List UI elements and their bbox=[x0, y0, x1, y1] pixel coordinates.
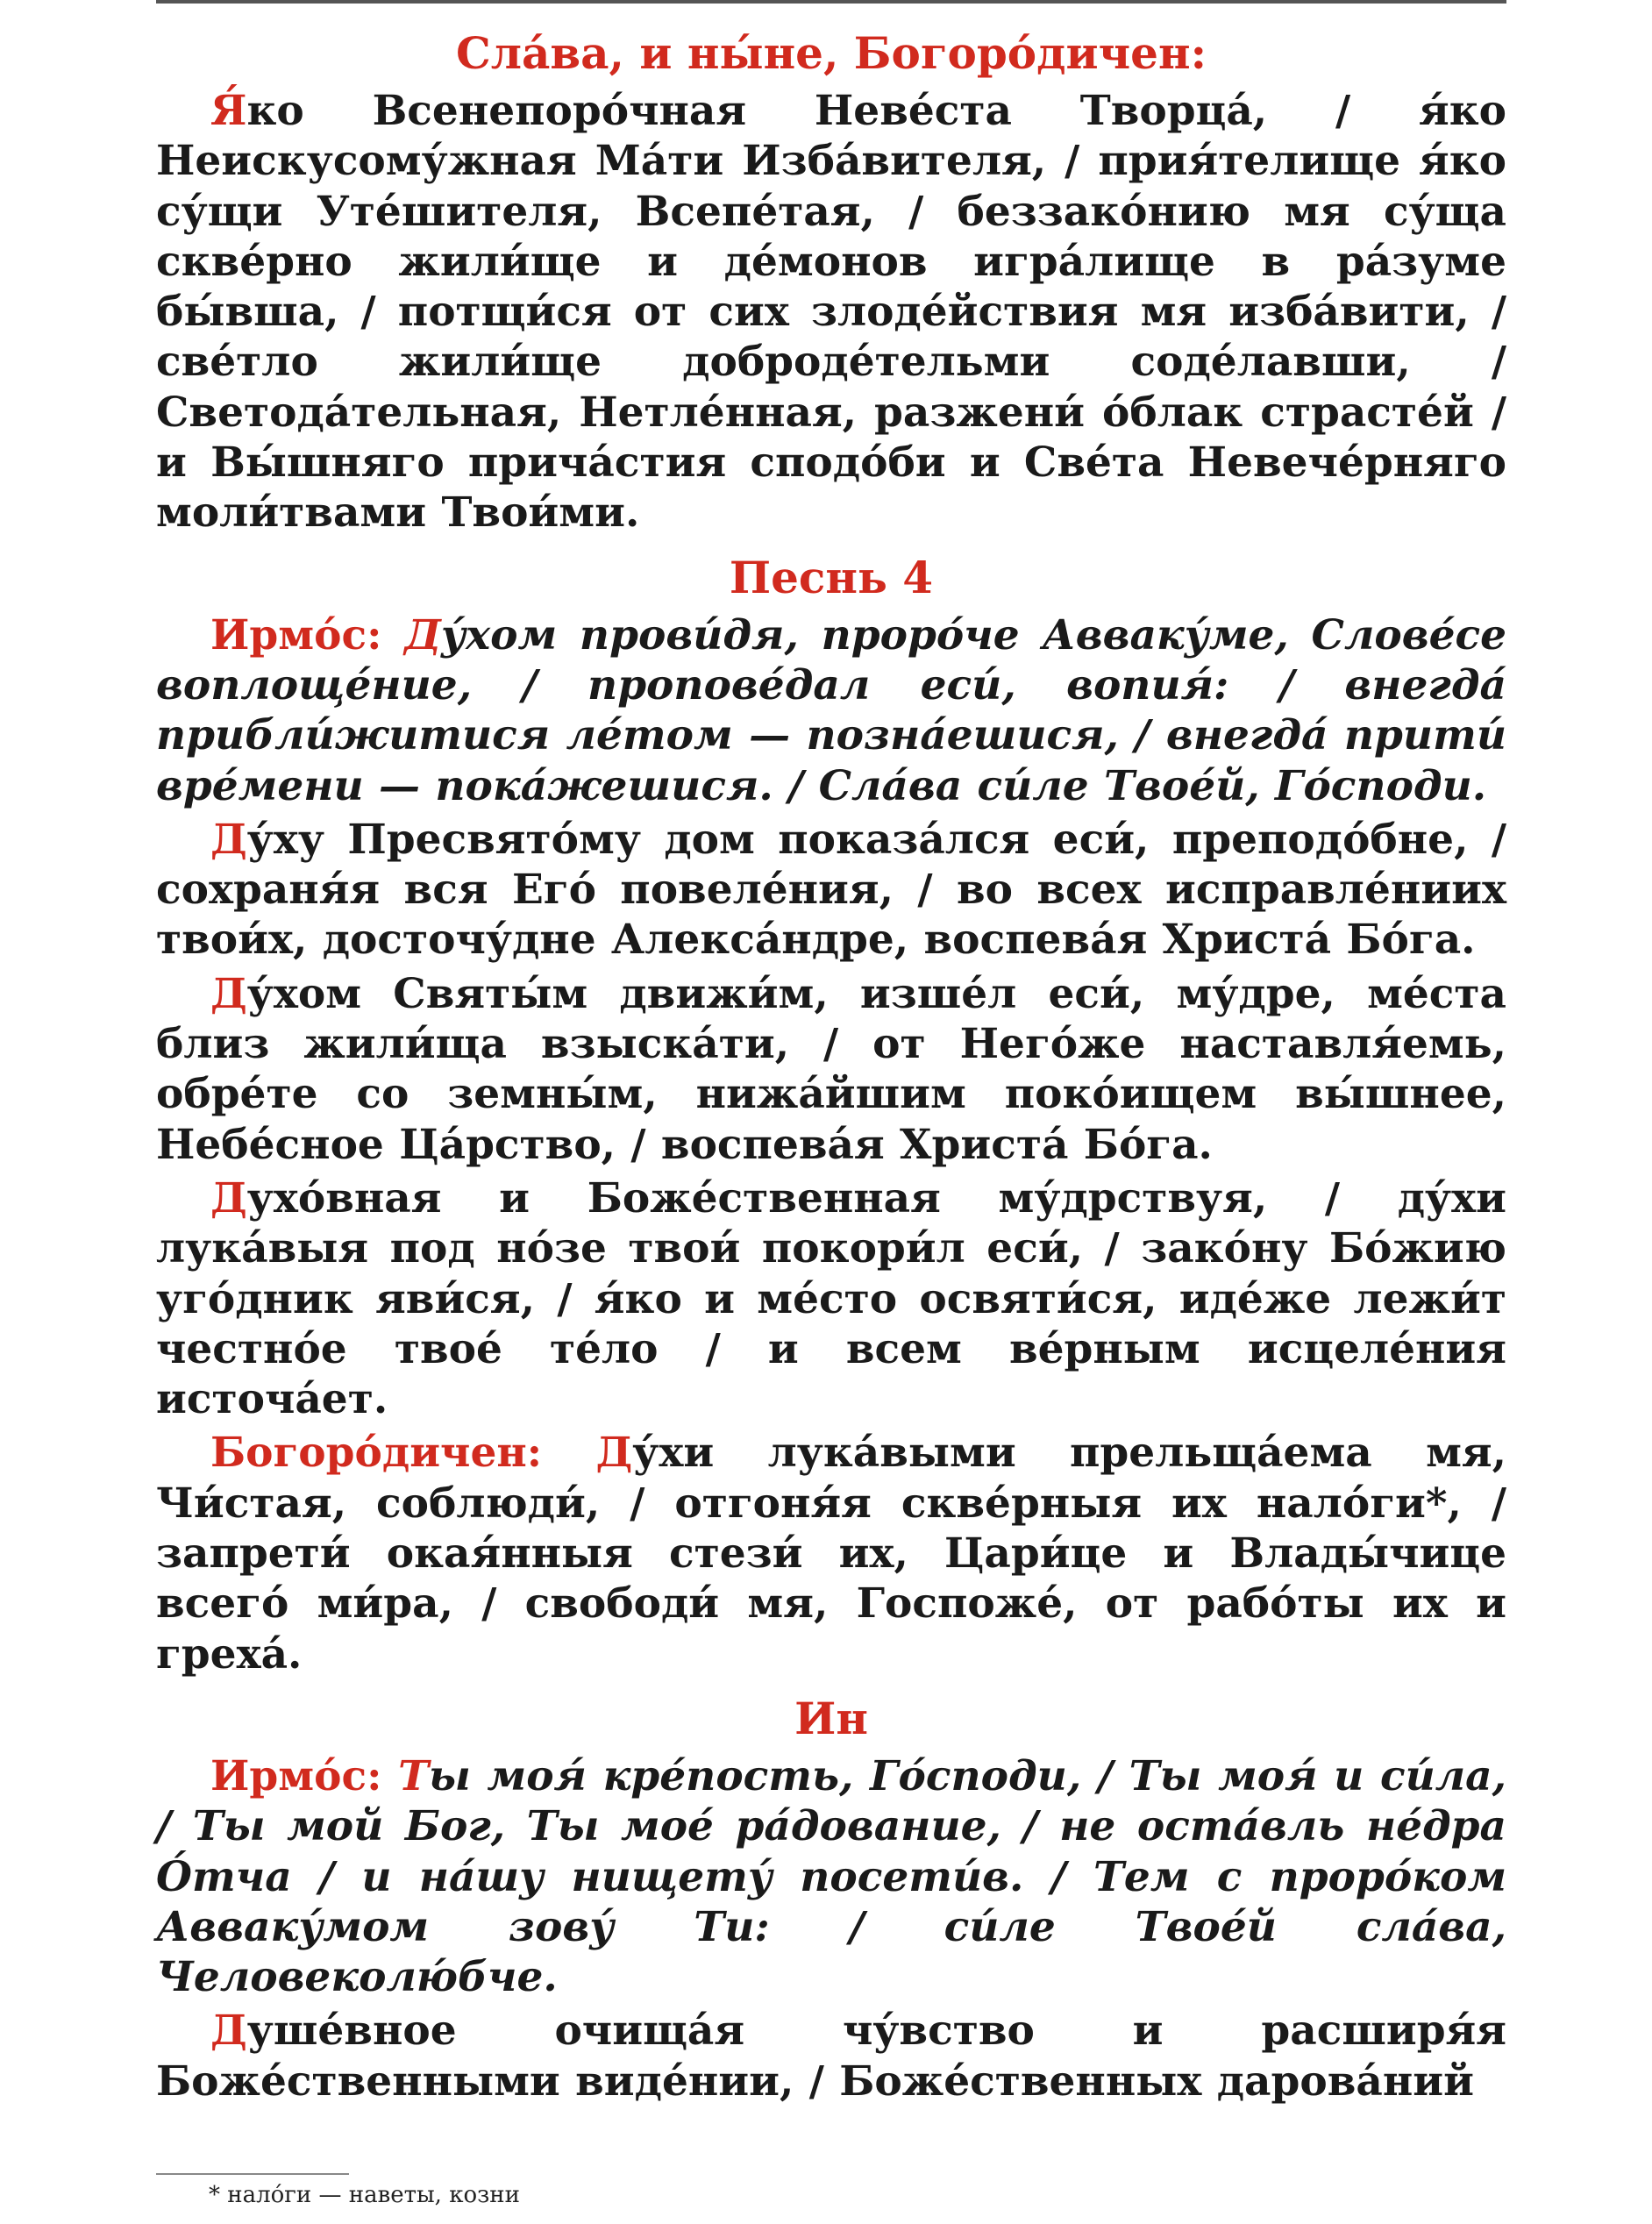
paragraph-text: у́ху Пресвято́му дом показа́лся еси́, преподо́бне, / сохраня́я вся Его́ повеле́ния, / во всех исправле́ниих твои́х, досточу́дне Алекса́ндре, воспева́я Христа́ Бо́га. bbox=[156, 815, 1506, 965]
initial-letter: Д bbox=[210, 2007, 247, 2056]
page-content bbox=[156, 26, 1506, 2110]
paragraph bbox=[156, 969, 1506, 1170]
paragraph-text: ы моя́ кре́пость, Го́споди, / Ты моя́ и си́ла, / Ты мой Бог, Ты мое́ ра́дование, / не оста́вль не́дра О́тча / и на́шу нищету́ посети́в. / Тем с проро́ком Авваку́мом зову́ Ти: / си́ле Твое́й сла́ва, Человеколю́бче. bbox=[156, 1751, 1506, 2002]
footnote-rule bbox=[156, 2173, 349, 2175]
paragraph-text: уше́вное очища́я чу́вство и расширя́я Боже́ственными виде́нии, / Боже́ственных дарова́ний bbox=[156, 2007, 1506, 2106]
initial-letter: Т bbox=[398, 1751, 430, 1800]
initial-letter: Д bbox=[210, 815, 247, 864]
paragraph-text: у́хом прови́дя, проро́че Авваку́ме, Слове́се воплоще́ние, / пропове́дал еси́, вопия́: / внегда́ прибли́житися ле́том — позна́ешися, / внегда́ прити́ вре́мени — пока́жешися. / Сла́ва си́ле Твое́й, Го́споди. bbox=[156, 610, 1506, 810]
paragraph-label: Ирмо́с: bbox=[210, 1751, 382, 1800]
paragraph-label: Богоро́дичен: bbox=[210, 1429, 543, 1478]
initial-letter: Д bbox=[210, 1173, 247, 1222]
initial-letter: Д bbox=[404, 610, 441, 659]
initial-letter: Д bbox=[210, 969, 247, 1018]
section-heading: Сла́ва, и ны́не, Богоро́дичен: bbox=[455, 27, 1207, 79]
section-heading: Песнь 4 bbox=[729, 551, 934, 603]
paragraph-text: ко Всенепоро́чная Неве́ста Творца́, / я́ко Неискусому́жная Ма́ти Изба́вителя, / прия́телище я́ко су́щи Уте́шителя, Всепе́тая, / беззако́нию мя су́ща скве́рно жили́ще и де́монов игра́лище в ра́зуме бы́вша, / потщи́ся от сих злоде́йствия мя изба́вити, / све́тло жили́ще доброде́тельми соде́лавши, / Светода́тельная, Нетле́нная, разжени́ о́блак страсте́й / и Вы́шняго прича́стия сподо́би и Све́та Невече́рняго моли́твами Твои́ми. bbox=[156, 87, 1506, 538]
paragraph-text: у́хи лука́выми прельща́ема мя, Чи́стая, соблюди́, / отгоня́я скве́рныя их нало́ги*, / запрети́ окая́нныя стези́ их, Цари́це и Влады́чице всего́ ми́ра, / свободи́ мя, Госпоже́, от рабо́ты их и греха́. bbox=[156, 1429, 1506, 1679]
paragraph bbox=[156, 610, 1506, 811]
initial-letter: Я́ bbox=[210, 87, 247, 135]
paragraph bbox=[156, 815, 1506, 966]
paragraph-text: ухо́вная и Боже́ственная му́дрствуя, / ду́хи лука́выя под но́зе твои́ покори́л еси́, / зако́ну Бо́жию уго́дник яви́ся, / я́ко и ме́сто освяти́ся, иде́же лежи́т честно́е твое́ те́ло / и всем ве́рным исцеле́ния источа́ет. bbox=[156, 1173, 1506, 1424]
top-rule bbox=[156, 0, 1506, 4]
paragraph bbox=[156, 1173, 1506, 1424]
paragraph bbox=[156, 2006, 1506, 2106]
paragraph-label: Ирмо́с: bbox=[210, 610, 382, 659]
paragraph bbox=[156, 86, 1506, 538]
paragraph-text: у́хом Святы́м движи́м, изше́л еси́, му́дре, ме́ста близ жили́ща взыска́ти, / от Него́же наставля́емь, обре́те со земны́м, нижа́йшим поко́ищем вы́шнее, Небе́сное Ца́рство, / воспева́я Христа́ Бо́га. bbox=[156, 969, 1506, 1169]
section-heading: Ин bbox=[794, 1692, 868, 1744]
paragraph bbox=[156, 1751, 1506, 2002]
footnote: * нало́ги — наветы, козни bbox=[209, 2182, 520, 2208]
paragraph bbox=[156, 1428, 1506, 1679]
initial-letter: Д bbox=[595, 1429, 633, 1478]
